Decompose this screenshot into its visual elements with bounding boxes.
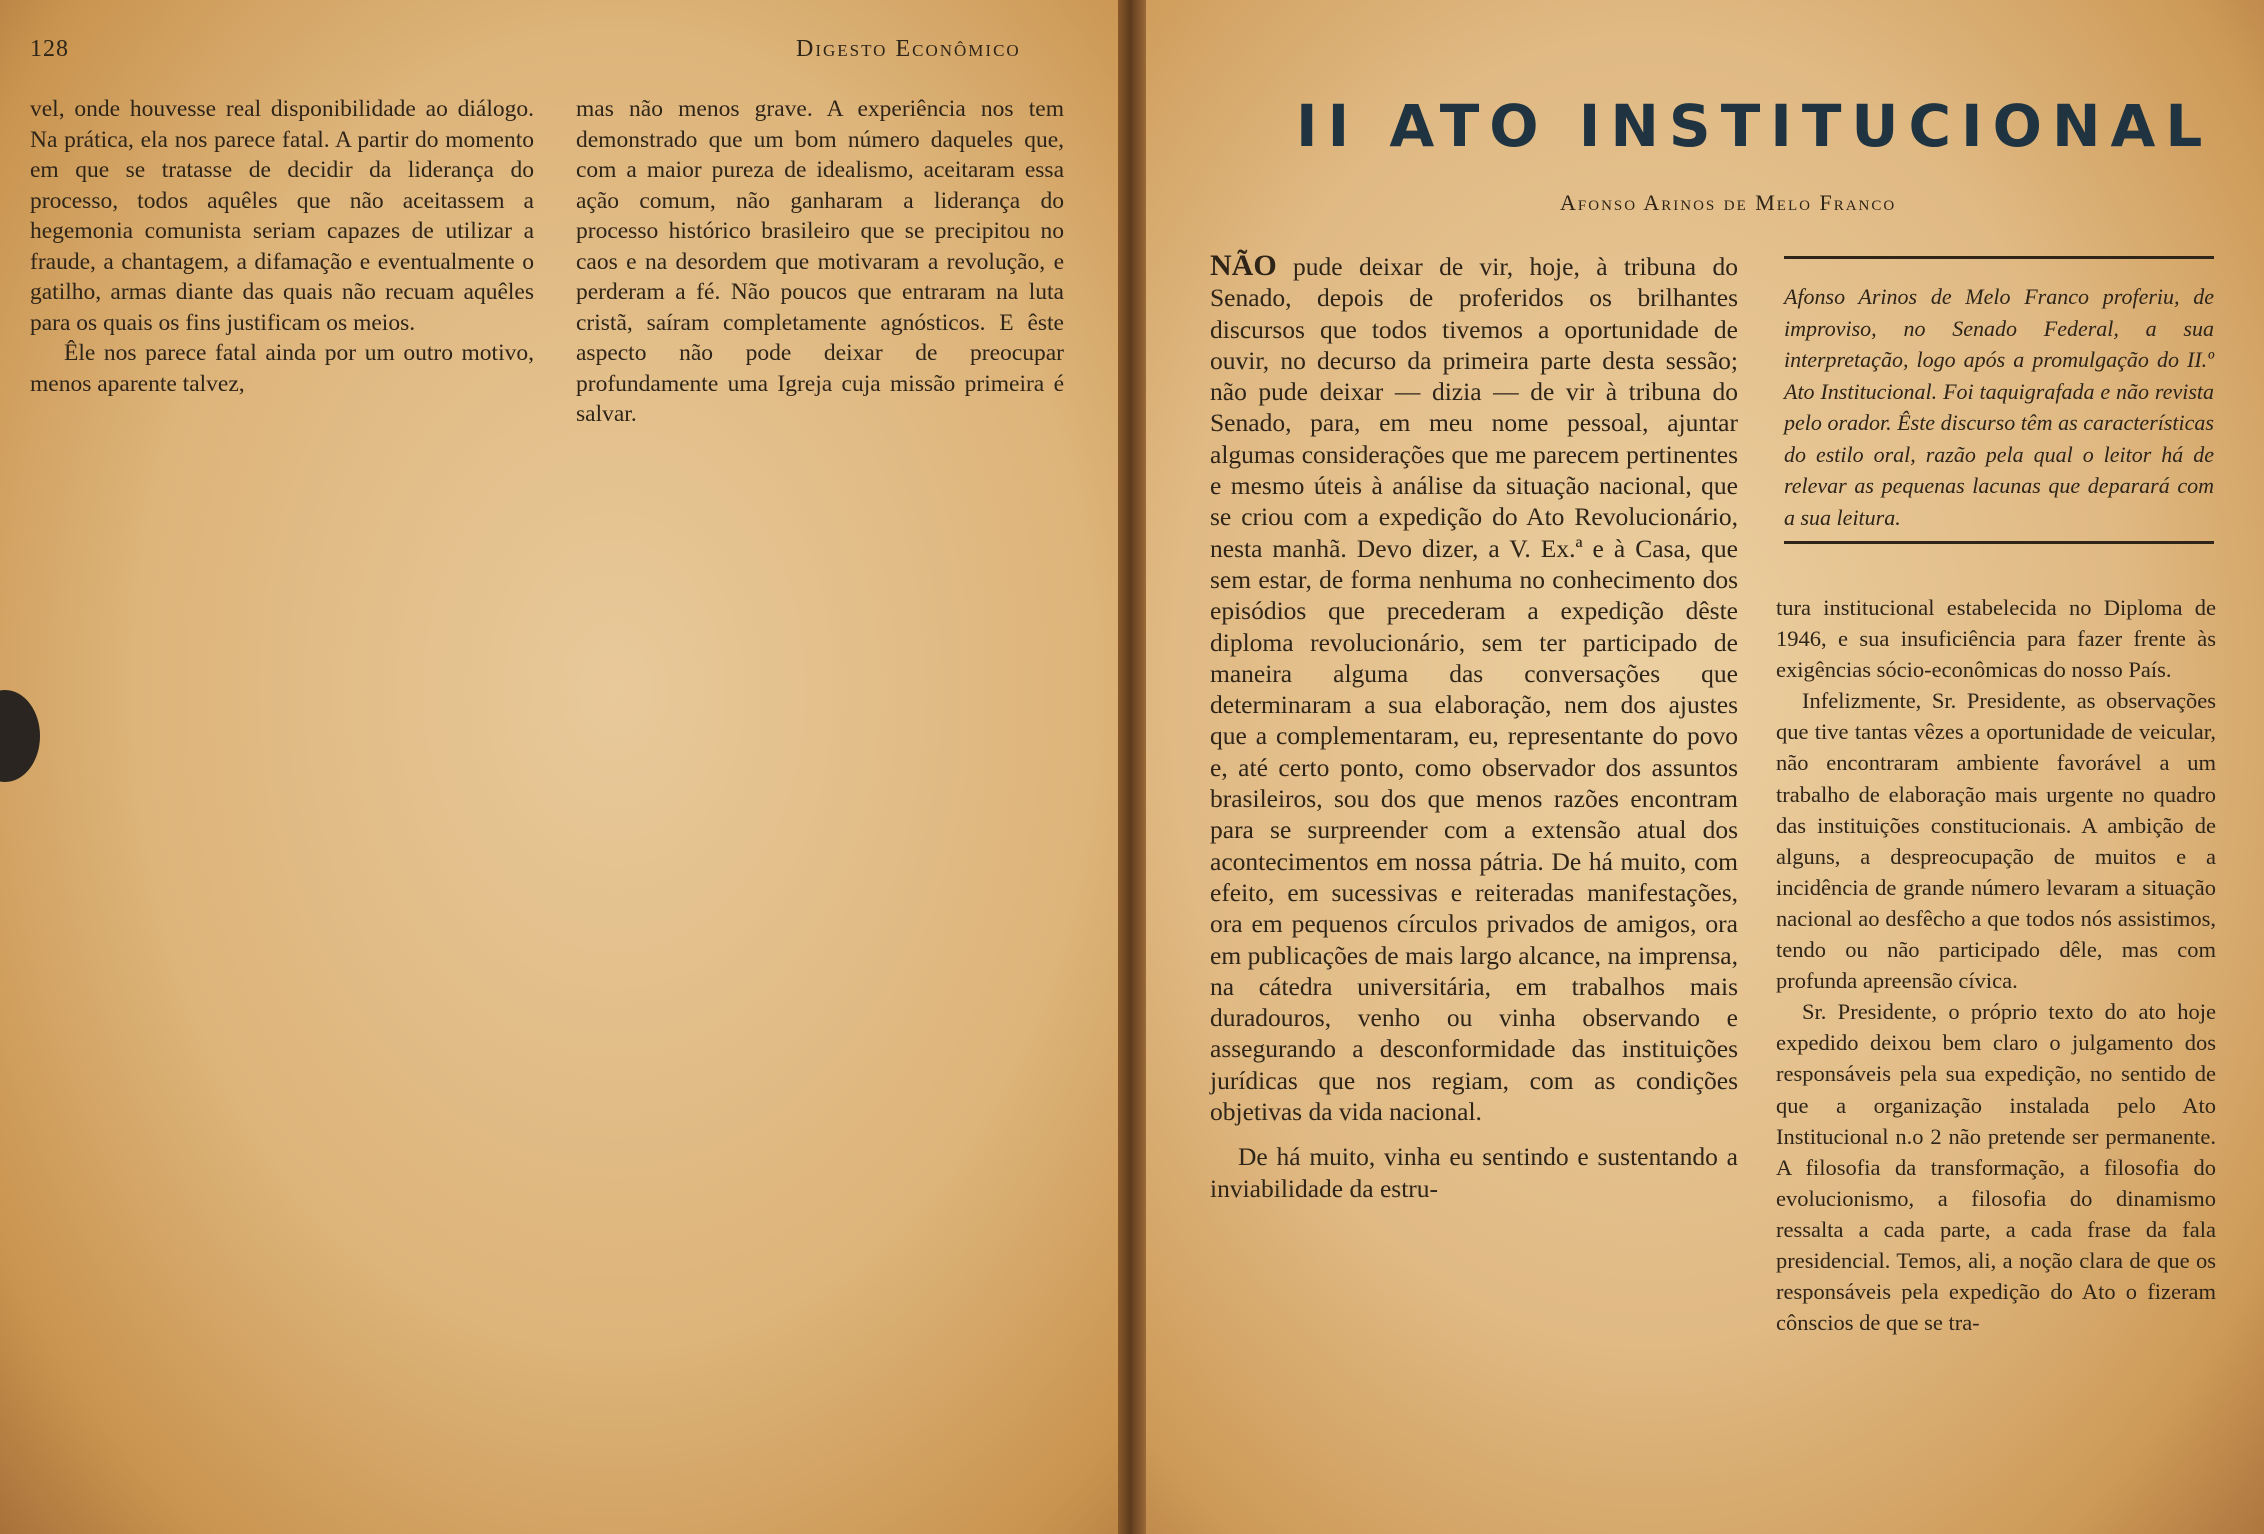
paragraph: vel, onde houvesse real disponibilidade ao diálogo. Na prática, ela nos parece fatal. A partir do momento em que se tratasse de decidir da liderança do processo, todos aquêles que não aceitassem a hegemonia comunista seriam capazes de utilizar a fraude, a chantagem, a difamação e eventualmente o gatilho, armas diante das quais não recuam aquêles para os quais os fins justificam os meios. — [30, 96, 534, 336]
article-author: Afonso Arinos de Melo Franco — [1560, 190, 1897, 215]
paragraph: Infelizmente, Sr. Presidente, as observações que tive tantas vêzes a oportunidade de veicular, não encontraram ambiente favorável a um trabalho de elaboração mais urgente no quadro das instituições constitucionais. A ambição de alguns, a despreocupação de muitos e a incidência de grande número levaram a situação nacional ao desfêcho a que todos nós assistimos, tendo ou não participado dêle, mas com profunda apreensão cívica. — [1776, 688, 2216, 994]
editor-note-text: Afonso Arinos de Melo Franco proferiu, de improviso, no Senado Federal, a sua interpretação, logo após a promulgação do II.º Ato Institucional. Foi taquigrafada e não revista pelo orador. Êste discurso têm as características do estilo oral, razão pela qual o leitor há de relevar as pequenas lacunas que deparará com a sua leitura. — [1784, 284, 2214, 530]
paragraph: tura institucional estabelecida no Diploma de 1946, e sua insuficiência para fazer frente às exigências sócio-econômicas do nosso País. — [1776, 595, 2216, 683]
opening-word: NÃO — [1210, 249, 1277, 282]
running-head-journal: Digesto Econômico — [796, 36, 1021, 62]
right-page — [1146, 0, 2264, 1534]
side-column — [1776, 592, 2216, 1338]
page-number: 128 — [30, 36, 69, 62]
paragraph: mas não menos grave. A experiência nos tem demonstrado que um bom número daqueles que, com a maior pureza de idealismo, aceitaram essa ação comum, não ganharam a liderança do processo histórico brasileiro que se precipitou no caos e na desordem que motivaram a revolução, e perderam a fé. Não poucos que entraram na luta cristã, saíram completamente agnósticos. E êste aspecto não pode deixar de preocupar profundamente uma Igreja cuja missão primeira é salvar. — [576, 96, 1064, 427]
left-page — [0, 0, 1118, 1534]
paragraph: Sr. Presidente, o próprio texto do ato hoje expedido deixou bem claro o julgamento dos responsáveis pela sua expedição, no sentido de que a organização instalada pelo Ato Institucional n.o 2 não pretende ser permanente. A filosofia da transformação, a filosofia do evolucionismo, a filosofia do dinamismo ressalta a cada parte, a cada frase da fala presidencial. Temos, ali, a noção clara de que os responsáveis pela expedição do Ato o fizeram cônscios de que se tra- — [1776, 999, 2216, 1336]
left-column-1 — [30, 94, 534, 399]
binding-hole — [0, 690, 40, 782]
opening-paragraph-text: pude deixar de vir, hoje, à tribuna do Senado, depois de proferidos os brilhantes discursos que todos tivemos a oportunidade de ouvir, no decurso da primeira parte desta sessão; não pude deixar — dizia — de vir à tribuna do Senado, para, em meu nome pessoal, ajuntar algumas considerações que me parecem pertinentes e mesmo úteis à análise da situação nacional, que se criou com a expedição do Ato Revolucionário, nesta manhã. Devo dizer, a V. Ex.ª e à Casa, que sem estar, de forma nenhuma no conhecimento dos episódios que precederam a expedição dêste diploma revolucionário, sem ter participado de maneira alguma das conversações que determinaram a sua elaboração, nem dos ajustes que a complementaram, eu, representante do povo e, até certo ponto, como observador dos assuntos brasileiros, sou dos que menos razões encontram para se surpreender com a extensão atual dos acontecimentos em nossa pátria. De há muito, com efeito, em sucessivas e reiteradas manifestações, ora em pequenos círculos privados de amigos, ora em publicações de mais largo alcance, na imprensa, na cátedra universitária, em trabalhos mais duradouros, venho ou vinha observando e assegurando a desconformidade das instituições jurídicas que nos regiam, com as condições objetivas da vida nacional. — [1210, 252, 1738, 1127]
paragraph: Êle nos parece fatal ainda por um outro motivo, menos aparente talvez, — [30, 340, 534, 397]
opening-paragraph — [1210, 250, 1738, 1127]
paragraph: De há muito, vinha eu sentindo e sustentando a inviabilidade da estru- — [1210, 1142, 1738, 1203]
book-gutter — [1118, 0, 1146, 1534]
article-title: II ATO INSTITUCIONAL — [1296, 92, 2213, 160]
editor-note — [1784, 256, 2214, 544]
left-column-2 — [576, 94, 1064, 430]
main-column — [1210, 250, 1738, 1204]
